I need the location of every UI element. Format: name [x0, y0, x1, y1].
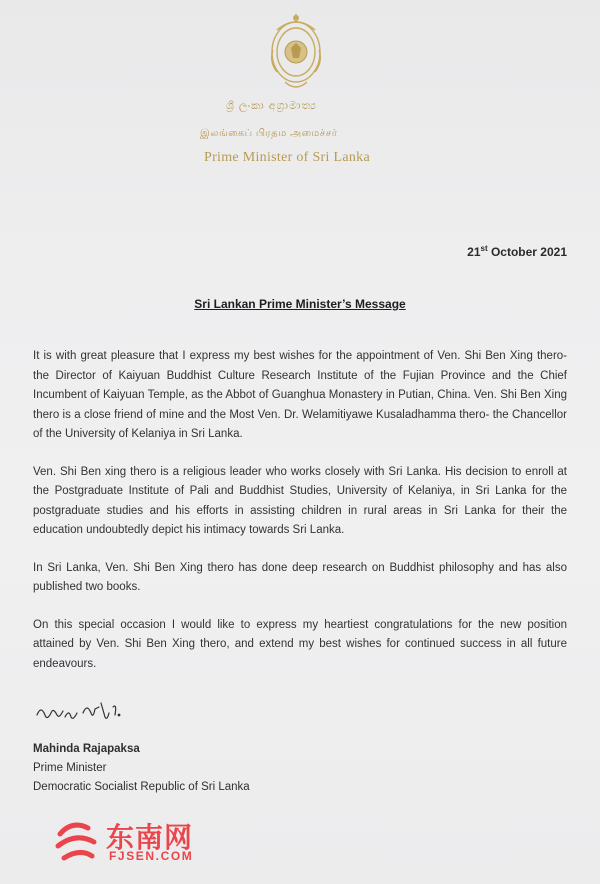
body-paragraph: On this special occasion I would like to express my heartiest congratulations for the new position attained by Ven. Shi Ben Xing thero, and extend my best wishes for continued success in all future endeavours.	[33, 618, 567, 670]
signatory-name: Mahinda Rajapaksa	[33, 743, 140, 755]
watermark-cn: 东南网	[106, 822, 194, 853]
body-paragraph: It is with great pleasure that I express my best wishes for the appointment of Ven. Shi Ben Xing thero- the Director of Kaiyuan Buddhist Culture Research Institute of the Fujian Province and the Chief Incumbent of Kaiyuan Temple, as the Abbot of Guanghua Monastery in Putian, China. Ven. Shi Ben Xing thero is a close friend of mine and the Most Ven. Dr. Welamitiyawe Kusaladhamma thero- the Chancellor of the University of Kelaniya in Sri Lanka.	[33, 350, 567, 440]
watermark-en: FJSEN.COM	[109, 849, 194, 863]
body-paragraph: In Sri Lanka, Ven. Shi Ben Xing thero has done deep research on Buddhist philosophy and has also published two books.	[33, 561, 567, 593]
letter-date	[467, 244, 567, 259]
date-day: 21	[467, 245, 481, 259]
handwritten-signature	[33, 693, 123, 729]
signatory-title: Prime Minister	[33, 762, 107, 774]
signatory-org: Democratic Socialist Republic of Sri Lanka	[33, 781, 250, 793]
letter-title: Sri Lankan Prime Minister’s Message	[194, 297, 406, 311]
signatory-block	[33, 740, 250, 797]
body-paragraph: Ven. Shi Ben xing thero is a religious leader who works closely with Sri Lanka. His decision to enroll at the Postgraduate Institute of Pali and Buddhist Studies, University of Kelaniya, in Sri Lanka for the postgraduate studies and his efforts in assisting children in rural areas in Sri Lanka for their the education undoubtedly depict his intimacy towards Sri Lanka.	[33, 465, 567, 536]
letterhead-tamil: இலங்கைப் பிரதம அமைச்சர்	[200, 128, 338, 139]
letterhead-english: Prime Minister of Sri Lanka	[204, 150, 370, 165]
date-suffix: st	[480, 244, 488, 253]
date-rest: October 2021	[487, 245, 567, 259]
fjsen-logo-icon	[52, 818, 100, 864]
national-emblem-icon	[263, 10, 329, 94]
letter-body	[33, 347, 567, 692]
fjsen-watermark	[52, 816, 232, 866]
letterhead-sinhala: ශ්‍රී ලංකා අග්‍රාමාත්‍ය	[226, 100, 317, 112]
